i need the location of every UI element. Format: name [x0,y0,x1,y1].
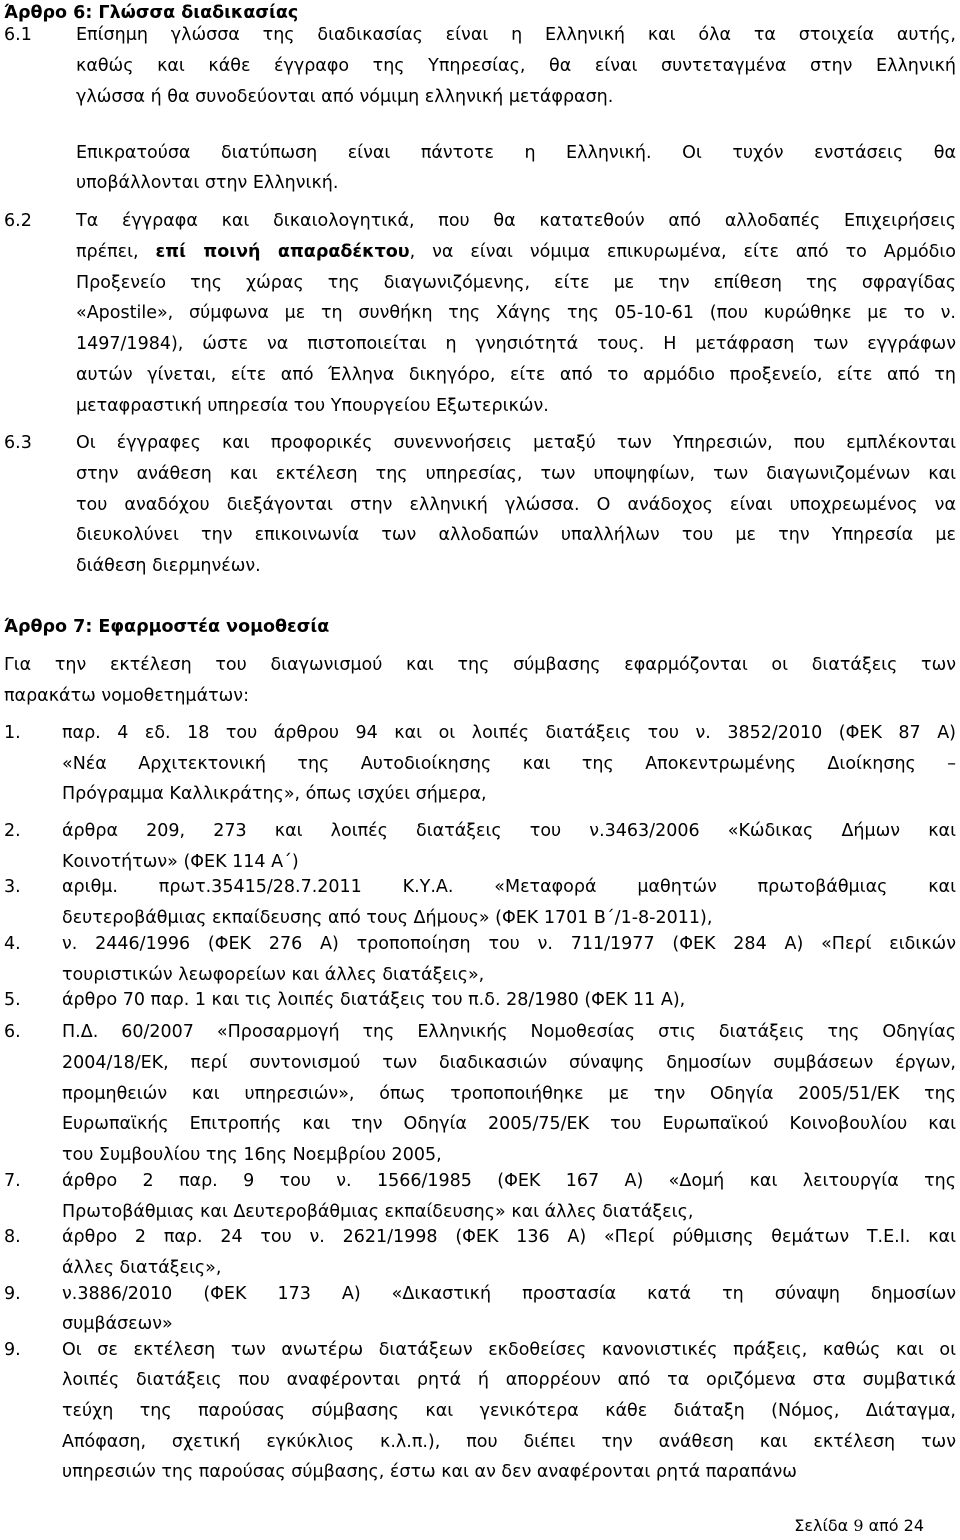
text-line: τουριστικών λεωφορείων και άλλες διατάξεις», [62,965,485,985]
clause-number: 9. [4,1284,21,1304]
text-line: προμηθειών και υπηρεσιών», όπως τροποποιήθηκε με την Οδηγία 2005/51/ΕΚ της [62,1084,956,1104]
text-line: καθώς και κάθε έγγραφο της Υπηρεσίας, θα είναι συντεταγμένα στην Ελληνική [76,56,956,76]
text-line: πρέπει, επί ποινή απαραδέκτου, να είναι νόμιμα επικυρωμένα, είτε από το Αρμόδιο [76,242,957,262]
text-line: παρακάτω νομοθετημάτων: [4,686,249,706]
text-line: ν. 2446/1996 (ΦΕΚ 276 Α) τροποποίηση του ν. 711/1977 (ΦΕΚ 284 Α) «Περί ειδικών [62,934,956,954]
text-line: Τα έγγραφα και δικαιολογητικά, που θα κατατεθούν από αλλοδαπές Επιχειρήσεις [76,211,956,231]
clause-number: 9. [4,1340,21,1360]
footer-total-pages: 24 [903,1516,924,1535]
text-line: Οι έγγραφες και προφορικές συνεννοήσεις μεταξύ των Υπηρεσιών, που εμπλέκονται [76,433,956,453]
text-line: αριθμ. πρωτ.35415/28.7.2011 Κ.Υ.Α. «Μεταφορά μαθητών πρωτοβάθμιας και [62,877,956,897]
text-line: Οι σε εκτέλεση των ανωτέρω διατάξεων εκδοθείσες κανονιστικές πράξεις, καθώς και οι [62,1340,956,1360]
text-line: μεταφραστική υπηρεσία του Υπουργείου Εξωτερικών. [76,396,549,416]
clause-number: 6.1 [4,25,32,45]
text-line: άρθρο 2 παρ. 24 του ν. 2621/1998 (ΦΕΚ 136 Α) «Περί ρύθμισης θεμάτων Τ.Ε.Ι. και [62,1227,956,1247]
text-line: Για την εκτέλεση του διαγωνισμού και της σύμβασης εφαρμόζονται οι διατάξεις των [4,655,956,675]
text-line: συμβάσεων» [62,1314,173,1334]
clause-number: 8. [4,1227,21,1247]
text-line: δευτεροβάθμιας εκπαίδευσης από τους Δήμους» (ΦΕΚ 1701 Β΄/1-8-2011), [62,908,713,928]
text-line: Πρωτοβάθμιας και Δευτεροβάθμιας εκπαίδευσης» και άλλες διατάξεις, [62,1202,694,1222]
clause-number: 2. [4,821,21,841]
article-7-heading: Άρθρο 7: Εφαρμοστέα νομοθεσία [4,617,330,637]
text-line: 1497/1984), ώστε να πιστοποιείται η γνησιότητά τους. Η μετάφραση των εγγράφων [76,334,956,354]
text-line: αυτών γίνεται, είτε από Έλληνα δικηγόρο, είτε από το αρμόδιο προξενείο, είτε από τη [76,365,956,385]
text-line: του αναδόχου διεξάγονται στην ελληνική γλώσσα. Ο ανάδοχος είναι υποχρεωμένος να [76,495,956,515]
text-line: Ευρωπαϊκής Επιτροπής και την Οδηγία 2005/75/ΕΚ του Ευρωπαϊκού Κοινοβουλίου και [62,1114,956,1134]
footer-middle: από [863,1516,904,1535]
clause-number: 4. [4,934,21,954]
text-line: «Νέα Αρχιτεκτονική της Αυτοδιοίκησης και της Αποκεντρωμένης Διοίκησης – [62,754,956,774]
text-line: παρ. 4 εδ. 18 του άρθρου 94 και οι λοιπές διατάξεις του ν. 3852/2010 (ΦΕΚ 87 Α) [62,723,956,743]
text-line: διάθεση διερμηνέων. [76,556,261,576]
text-line: άρθρο 2 παρ. 9 του ν. 1566/1985 (ΦΕΚ 167 Α) «Δομή και λειτουργία της [62,1171,956,1191]
text-line: Επίσημη γλώσσα της διαδικασίας είναι η Ελληνική και όλα τα στοιχεία αυτής, [76,25,956,45]
text-line: υποβάλλονται στην Ελληνική. [76,173,339,193]
text-line: Π.Δ. 60/2007 «Προσαρμογή της Ελληνικής Νομοθεσίας στις διατάξεις της Οδηγίας [62,1022,956,1042]
text-line: Κοινοτήτων» (ΦΕΚ 114 Α΄) [62,852,299,872]
text-line: στην ανάθεση και εκτέλεση της υπηρεσίας, των υποψηφίων, των διαγωνιζομένων και [76,464,956,484]
text-line: «Apostile», σύμφωνα με τη συνθήκη της Χάγης της 05-10-61 (που κυρώθηκε με το ν. [76,303,956,323]
clause-number: 6. [4,1022,21,1042]
clause-number: 6.2 [4,211,32,231]
emphasis: επί ποινή απαραδέκτου [155,242,410,262]
text-line: υπηρεσιών της παρούσας σύμβασης, έστω και αν δεν αναφέρονται ρητά παραπάνω [62,1462,797,1482]
text-line: Προξενείο της χώρας της διαγωνιζόμενης, είτε με την επίθεση της σφραγίδας [76,273,956,293]
clause-number: 5. [4,990,21,1010]
text-line: λοιπές διατάξεις που αναφέρονται ρητά ή απορρέουν από τα οριζόμενα στα συμβατικά [62,1370,956,1390]
text-line: γλώσσα ή θα συνοδεύονται από νόμιμη ελληνική μετάφραση. [76,87,614,107]
text-line: του Συμβουλίου της 16ης Νοεμβρίου 2005, [62,1145,442,1165]
footer-prefix: Σελίδα [794,1516,854,1535]
text-line: τεύχη της παρούσας σύμβασης και γενικότερα κάθε διάταξη (Νόμος, Διάταγμα, [62,1401,956,1421]
article-6-heading: Άρθρο 6: Γλώσσα διαδικασίας [4,3,299,23]
text-line: άρθρα 209, 273 και λοιπές διατάξεις του ν.3463/2006 «Κώδικας Δήμων και [62,821,956,841]
text-line: 2004/18/ΕΚ, περί συντονισμού των διαδικασιών σύναψης δημοσίων συμβάσεων έργων, [62,1053,956,1073]
text-line: διευκολύνει την επικοινωνία των αλλοδαπών υπαλλήλων του με την Υπηρεσία με [76,525,956,545]
footer-page-number: 9 [853,1516,864,1535]
clause-number: 3. [4,877,21,897]
text-line: Πρόγραμμα Καλλικράτης», όπως ισχύει σήμερα, [62,784,487,804]
text-line: Επικρατούσα διατύπωση είναι πάντοτε η Ελληνική. Οι τυχόν ενστάσεις θα [76,143,956,163]
text-line: ν.3886/2010 (ΦΕΚ 173 Α) «Δικαστική προστασία κατά τη σύναψη δημοσίων [62,1284,956,1304]
page-footer [794,1516,924,1535]
clause-number: 7. [4,1171,21,1191]
clause-number: 6.3 [4,433,32,453]
text-line: Απόφαση, σχετική εγκύκλιος κ.λ.π.), που διέπει την ανάθεση και εκτέλεση των [62,1432,956,1452]
text-line: άλλες διατάξεις», [62,1258,222,1278]
clause-number: 1. [4,723,21,743]
text-line: άρθρο 70 παρ. 1 και τις λοιπές διατάξεις του π.δ. 28/1980 (ΦΕΚ 11 Α), [62,990,686,1010]
